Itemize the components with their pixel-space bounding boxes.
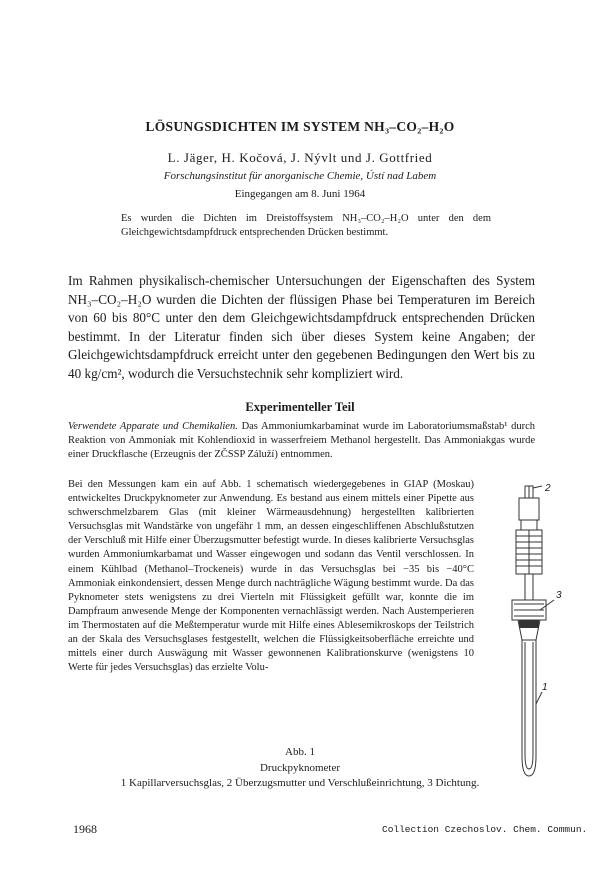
introduction-paragraph: Im Rahmen physikalisch-chemischer Untersuchungen der Eigenschaften des System NH₃–CO₂–H₂O wurden die Dichten der flüssigen Phase bei Temperaturen im Bereich von 60 bis 80°C unter den dem Gleichgewichtsdampfdruck entsprechenden Drücken bestimmt. In der Literatur finden sich über dieses System keine Angaben; der Gleichgewichtsdampfdruck erreicht unter den gegebenen Bedingungen den Wert bis zu 40 kg/cm², wodurch die Versuchstechnik sehr kompliziert wird. — [68, 273, 535, 381]
body-paragraph-1 — [68, 420, 535, 462]
figure-caption-title: Druckpyknometer — [259, 762, 341, 774]
figure-label-1: 1 — [542, 682, 548, 693]
author-list: L. Jäger, H. Kočová, J. Nývlt und J. Gottfried — [167, 150, 433, 165]
section-heading: Experimenteller Teil — [245, 400, 355, 414]
pycnometer-drawing — [492, 484, 572, 784]
pycnometer-figure — [492, 484, 572, 784]
received-date: Eingegangen am 8. Juni 1964 — [234, 188, 366, 200]
figure-caption-number: Abb. 1 — [285, 746, 315, 758]
figure-label-3: 3 — [556, 590, 562, 601]
affiliation: Forschungsinstitut für anorganische Chemie, Ústí nad Labem — [163, 170, 437, 182]
body-paragraph-2: Bei den Messungen kam ein auf Abb. 1 schematisch wiedergegebenes in GIAP (Moskau) entwickeltes Druckpyknometer zur Anwendung. Es bestand aus einem mittels einer Pipette aus schwerschmelzbarem Glas (mit kleiner Wärmeausdehnung) hergestellten kalibrierten Versuchsglas mit Wandstärke von ungefähr 1 mm, an dessen eingeschliffenen Abschlußstutzen der Verschluß mit Hilfe einer Überzugsmutter befestigt wurde. In dieses kalibrierte Versuchsglas wurden Ammoniumkarbamat und Wasser eingewogen und sodann das Ventil verschlossen. In einem Kühlbad (Methanol–Trockeneis) wurde in das Versuchsglas bei −35 bis −40°C Ammoniak einkondensiert, dessen Menge durch nachträgliche Wägung bestimmt wurde. Da das Pyknometer stets wenigstens zu drei Vierteln mit Flüssigkeit gefüllt war, konnte die im Dampfraum anwesende Menge der Komponenten vernachlässigt werden. Nach Austemperieren im Thermostaten auf die Meßtemperatur wurde mit Hilfe eines Ablesemikroskops der Teilstrich an der Skala des Versuchsglases festgestellt, welchen die Flüssigkeitsoberfläche erreichte und mittels einer durch Auswägung mit Wasser gewonnenen Kalibrationskurve (wenigstens 10 Werte für jedes Versuchsglas) das erzielte Volu- — [68, 479, 474, 674]
article-title: LÖSUNGSDICHTEN IM SYSTEM NH₃–CO₂–H₂O — [145, 119, 455, 134]
figure-caption-text: 1 Kapillarversuchsglas, 2 Überzugsmutter und Verschlußeinrichtung, 3 Dichtung. — [120, 777, 480, 789]
paragraph-lead-in: Verwendete Apparate und Chemikalien. — [68, 421, 238, 432]
journal-footer: Collection Czechoslov. Chem. Commun. — [382, 824, 588, 835]
page-number: 1968 — [73, 822, 97, 836]
paragraph-text: Das Ammoniumkarbaminat wurde im Laboratoriumsmaßstab¹ durch Reaktion von Ammoniak mit Kohlendioxid in wasserfreiem Methanol hergestellt. Das Ammoniakgas wurde einer Druckflasche (Erzeugnis der ZČSSP Záluží) entnommen. — [68, 421, 536, 461]
abstract: Es wurden die Dichten im Dreistoffsystem NH₃–CO₂–H₂O unter den dem Gleichgewichtsdampfdruck entsprechenden Drücken bestimmt. — [121, 213, 491, 238]
figure-label-2: 2 — [545, 483, 551, 494]
